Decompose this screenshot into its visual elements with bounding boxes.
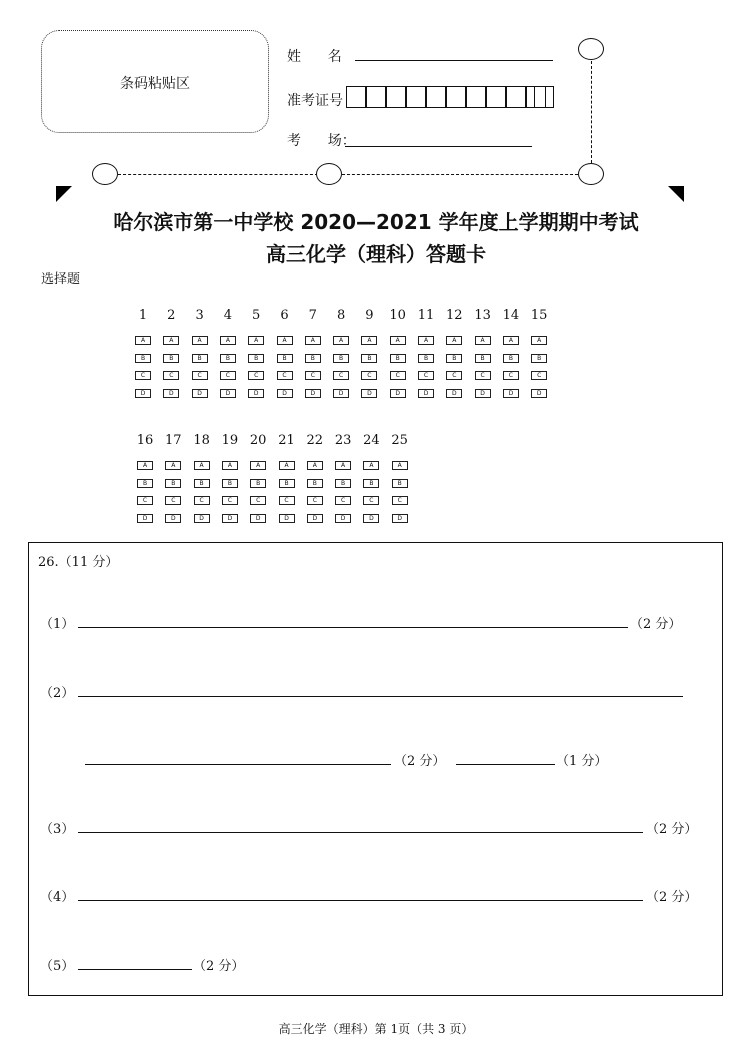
name-field[interactable] [355,60,553,61]
answer-bubble-13-d[interactable]: D [475,389,491,398]
answer-bubble-25-b[interactable]: B [392,479,408,488]
answer-bubble-13-c[interactable]: C [475,371,491,380]
seal-line [591,61,592,163]
position-mark-right [668,186,684,202]
exam-room-label: 考 场： [287,133,356,149]
question-number: 9 [365,308,374,323]
answer-bubble-24-a[interactable]: A [363,461,379,470]
answer-bubble-14-d[interactable]: D [503,389,519,398]
answer-bubble-8-a[interactable]: A [333,336,349,345]
answer-bubble-4-a[interactable]: A [220,336,236,345]
answer-bubble-16-b[interactable]: B [137,479,153,488]
part-1-answer-line[interactable] [78,627,628,628]
answer-bubble-22-a[interactable]: A [307,461,323,470]
answer-bubble-5-d[interactable]: D [248,389,264,398]
answer-bubble-7-d[interactable]: D [305,389,321,398]
part-5-answer-line[interactable] [78,969,192,970]
seal-line [342,174,578,175]
part-3-score: （2 分） [646,822,698,837]
answer-bubble-8-d[interactable]: D [333,389,349,398]
answer-bubble-4-c[interactable]: C [220,371,236,380]
answer-bubble-10-d[interactable]: D [390,389,406,398]
answer-bubble-15-d[interactable]: D [531,389,547,398]
answer-bubble-10-c[interactable]: C [390,371,406,380]
answer-bubble-3-b[interactable]: B [192,354,208,363]
question-number: 2 [167,308,176,323]
question-number: 16 [136,433,154,448]
answer-bubble-9-d[interactable]: D [361,389,377,398]
answer-bubble-4-b[interactable]: B [220,354,236,363]
answer-bubble-17-a[interactable]: A [165,461,181,470]
question-number: 12 [446,308,463,323]
answer-bubble-5-c[interactable]: C [248,371,264,380]
answer-bubble-6-a[interactable]: A [277,336,293,345]
part-4-score: （2 分） [646,890,698,905]
answer-bubble-17-b[interactable]: B [165,479,181,488]
answer-bubble-12-d[interactable]: D [446,389,462,398]
part-2-answer-line[interactable] [78,696,683,697]
answer-bubble-24-b[interactable]: B [363,479,379,488]
seal-circle [578,38,604,60]
part-5-score: （2 分） [193,959,245,974]
answer-bubble-20-c[interactable]: C [250,496,266,505]
barcode-area [41,30,269,133]
answer-bubble-15-a[interactable]: A [531,336,547,345]
answer-bubble-24-d[interactable]: D [363,514,379,523]
answer-bubble-22-b[interactable]: B [307,479,323,488]
answer-bubble-21-a[interactable]: A [279,461,295,470]
answer-bubble-7-b[interactable]: B [305,354,321,363]
answer-bubble-3-a[interactable]: A [192,336,208,345]
answer-bubble-18-a[interactable]: A [194,461,210,470]
question-number: 15 [530,308,548,323]
question-26-title: 26.（11 分） [38,555,119,570]
answer-bubble-2-a[interactable]: A [163,336,179,345]
name-label: 姓 名 [287,49,342,65]
page-footer: 高三化学（理科）第 1页（共 3 页） [278,1022,474,1036]
position-mark-left [56,186,72,202]
answer-bubble-8-c[interactable]: C [333,371,349,380]
answer-bubble-9-c[interactable]: C [361,371,377,380]
answer-bubble-18-c[interactable]: C [194,496,210,505]
answer-bubble-16-c[interactable]: C [137,496,153,505]
part-2-label: （2） [40,686,75,701]
question-number: 23 [334,433,352,448]
question-number: 22 [306,433,324,448]
answer-bubble-16-a[interactable]: A [137,461,153,470]
answer-bubble-11-c[interactable]: C [418,371,434,380]
answer-bubble-21-c[interactable]: C [279,496,295,505]
answer-bubble-19-a[interactable]: A [222,461,238,470]
part-5-label: （5） [40,959,75,974]
question-number: 6 [280,308,289,323]
seal-line [118,174,318,175]
answer-bubble-12-c[interactable]: C [446,371,462,380]
page-title: 哈尔滨市第一中学校 2020—2021 学年度上学期期中考试 [113,210,639,234]
answer-bubble-23-a[interactable]: A [335,461,351,470]
part-2b-answer-line-2[interactable] [456,764,555,765]
answer-bubble-23-c[interactable]: C [335,496,351,505]
answer-bubble-14-c[interactable]: C [503,371,519,380]
answer-bubble-18-d[interactable]: D [194,514,210,523]
question-number: 24 [363,433,380,448]
answer-bubble-4-d[interactable]: D [220,389,236,398]
seal-circle [578,163,604,185]
answer-bubble-1-c[interactable]: C [135,371,151,380]
question-number: 10 [389,308,406,323]
answer-bubble-19-d[interactable]: D [222,514,238,523]
section-label: 选择题 [41,272,81,287]
answer-bubble-11-b[interactable]: B [418,354,434,363]
answer-bubble-1-d[interactable]: D [135,389,151,398]
answer-bubble-7-c[interactable]: C [305,371,321,380]
answer-bubble-16-d[interactable]: D [137,514,153,523]
answer-bubble-23-b[interactable]: B [335,479,351,488]
question-26-box [28,542,723,996]
answer-bubble-17-c[interactable]: C [165,496,181,505]
answer-bubble-25-a[interactable]: A [392,461,408,470]
answer-bubble-25-c[interactable]: C [392,496,408,505]
answer-bubble-11-d[interactable]: D [418,389,434,398]
answer-bubble-5-a[interactable]: A [248,336,264,345]
part-4-answer-line[interactable] [78,900,643,901]
page-subtitle: 高三化学（理科）答题卡 [266,242,486,266]
answer-bubble-20-b[interactable]: B [250,479,266,488]
seal-circle [92,163,118,185]
seal-circle [316,163,342,185]
question-number: 4 [223,308,233,323]
part-2b-answer-line-1[interactable] [85,764,391,765]
answer-bubble-1-a[interactable]: A [135,336,151,345]
answer-bubble-24-c[interactable]: C [363,496,379,505]
question-number: 18 [193,433,210,448]
answer-bubble-5-b[interactable]: B [248,354,264,363]
answer-bubble-2-d[interactable]: D [163,389,179,398]
answer-bubble-10-b[interactable]: B [390,354,406,363]
answer-bubble-14-b[interactable]: B [503,354,519,363]
answer-bubble-22-c[interactable]: C [307,496,323,505]
question-number: 13 [474,308,491,323]
answer-bubble-18-b[interactable]: B [194,479,210,488]
question-number: 21 [278,433,295,448]
question-number: 14 [502,308,520,323]
answer-bubble-19-b[interactable]: B [222,479,238,488]
answer-bubble-6-b[interactable]: B [277,354,293,363]
answer-bubble-20-d[interactable]: D [250,514,266,523]
answer-bubble-19-c[interactable]: C [222,496,238,505]
answer-bubble-6-c[interactable]: C [277,371,293,380]
answer-bubble-13-b[interactable]: B [475,354,491,363]
answer-bubble-9-a[interactable]: A [361,336,377,345]
answer-bubble-25-d[interactable]: D [392,514,408,523]
question-number: 7 [308,308,317,323]
answer-bubble-8-b[interactable]: B [333,354,349,363]
part-4-label: （4） [40,890,75,905]
question-number: 3 [195,308,204,323]
answer-bubble-21-b[interactable]: B [279,479,295,488]
part-2b-score-2: （1 分） [556,754,608,769]
question-number: 11 [417,308,435,323]
part-1-label: （1） [40,617,75,632]
answer-bubble-6-d[interactable]: D [277,389,293,398]
answer-bubble-12-a[interactable]: A [446,336,462,345]
answer-bubble-1-b[interactable]: B [135,354,151,363]
question-number: 25 [391,433,408,448]
answer-bubble-22-d[interactable]: D [307,514,323,523]
question-number: 19 [221,433,239,448]
question-number: 5 [252,308,261,323]
answer-bubble-15-b[interactable]: B [531,354,547,363]
part-1-score: （2 分） [630,617,682,632]
answer-bubble-23-d[interactable]: D [335,514,351,523]
exam-id-label: 准考证号 [287,93,343,109]
question-number: 8 [336,308,346,323]
answer-bubble-11-a[interactable]: A [418,336,434,345]
answer-bubble-3-d[interactable]: D [192,389,208,398]
part-3-label: （3） [40,822,75,837]
answer-bubble-7-a[interactable]: A [305,336,321,345]
answer-bubble-13-a[interactable]: A [475,336,491,345]
answer-bubble-2-b[interactable]: B [163,354,179,363]
part-3-answer-line[interactable] [78,832,643,833]
exam-room-field[interactable] [345,146,532,147]
answer-bubble-10-a[interactable]: A [390,336,406,345]
question-number: 17 [165,433,182,448]
barcode-label: 条码粘贴区 [120,76,190,92]
answer-bubble-14-a[interactable]: A [503,336,519,345]
answer-bubble-15-c[interactable]: C [531,371,547,380]
part-2b-score-1: （2 分） [394,754,446,769]
answer-bubble-21-d[interactable]: D [279,514,295,523]
question-number: 20 [249,433,267,448]
answer-bubble-2-c[interactable]: C [163,371,179,380]
answer-bubble-9-b[interactable]: B [361,354,377,363]
answer-bubble-20-a[interactable]: A [250,461,266,470]
answer-bubble-12-b[interactable]: B [446,354,462,363]
question-number: 1 [138,308,148,323]
answer-bubble-17-d[interactable]: D [165,514,181,523]
answer-bubble-3-c[interactable]: C [192,371,208,380]
